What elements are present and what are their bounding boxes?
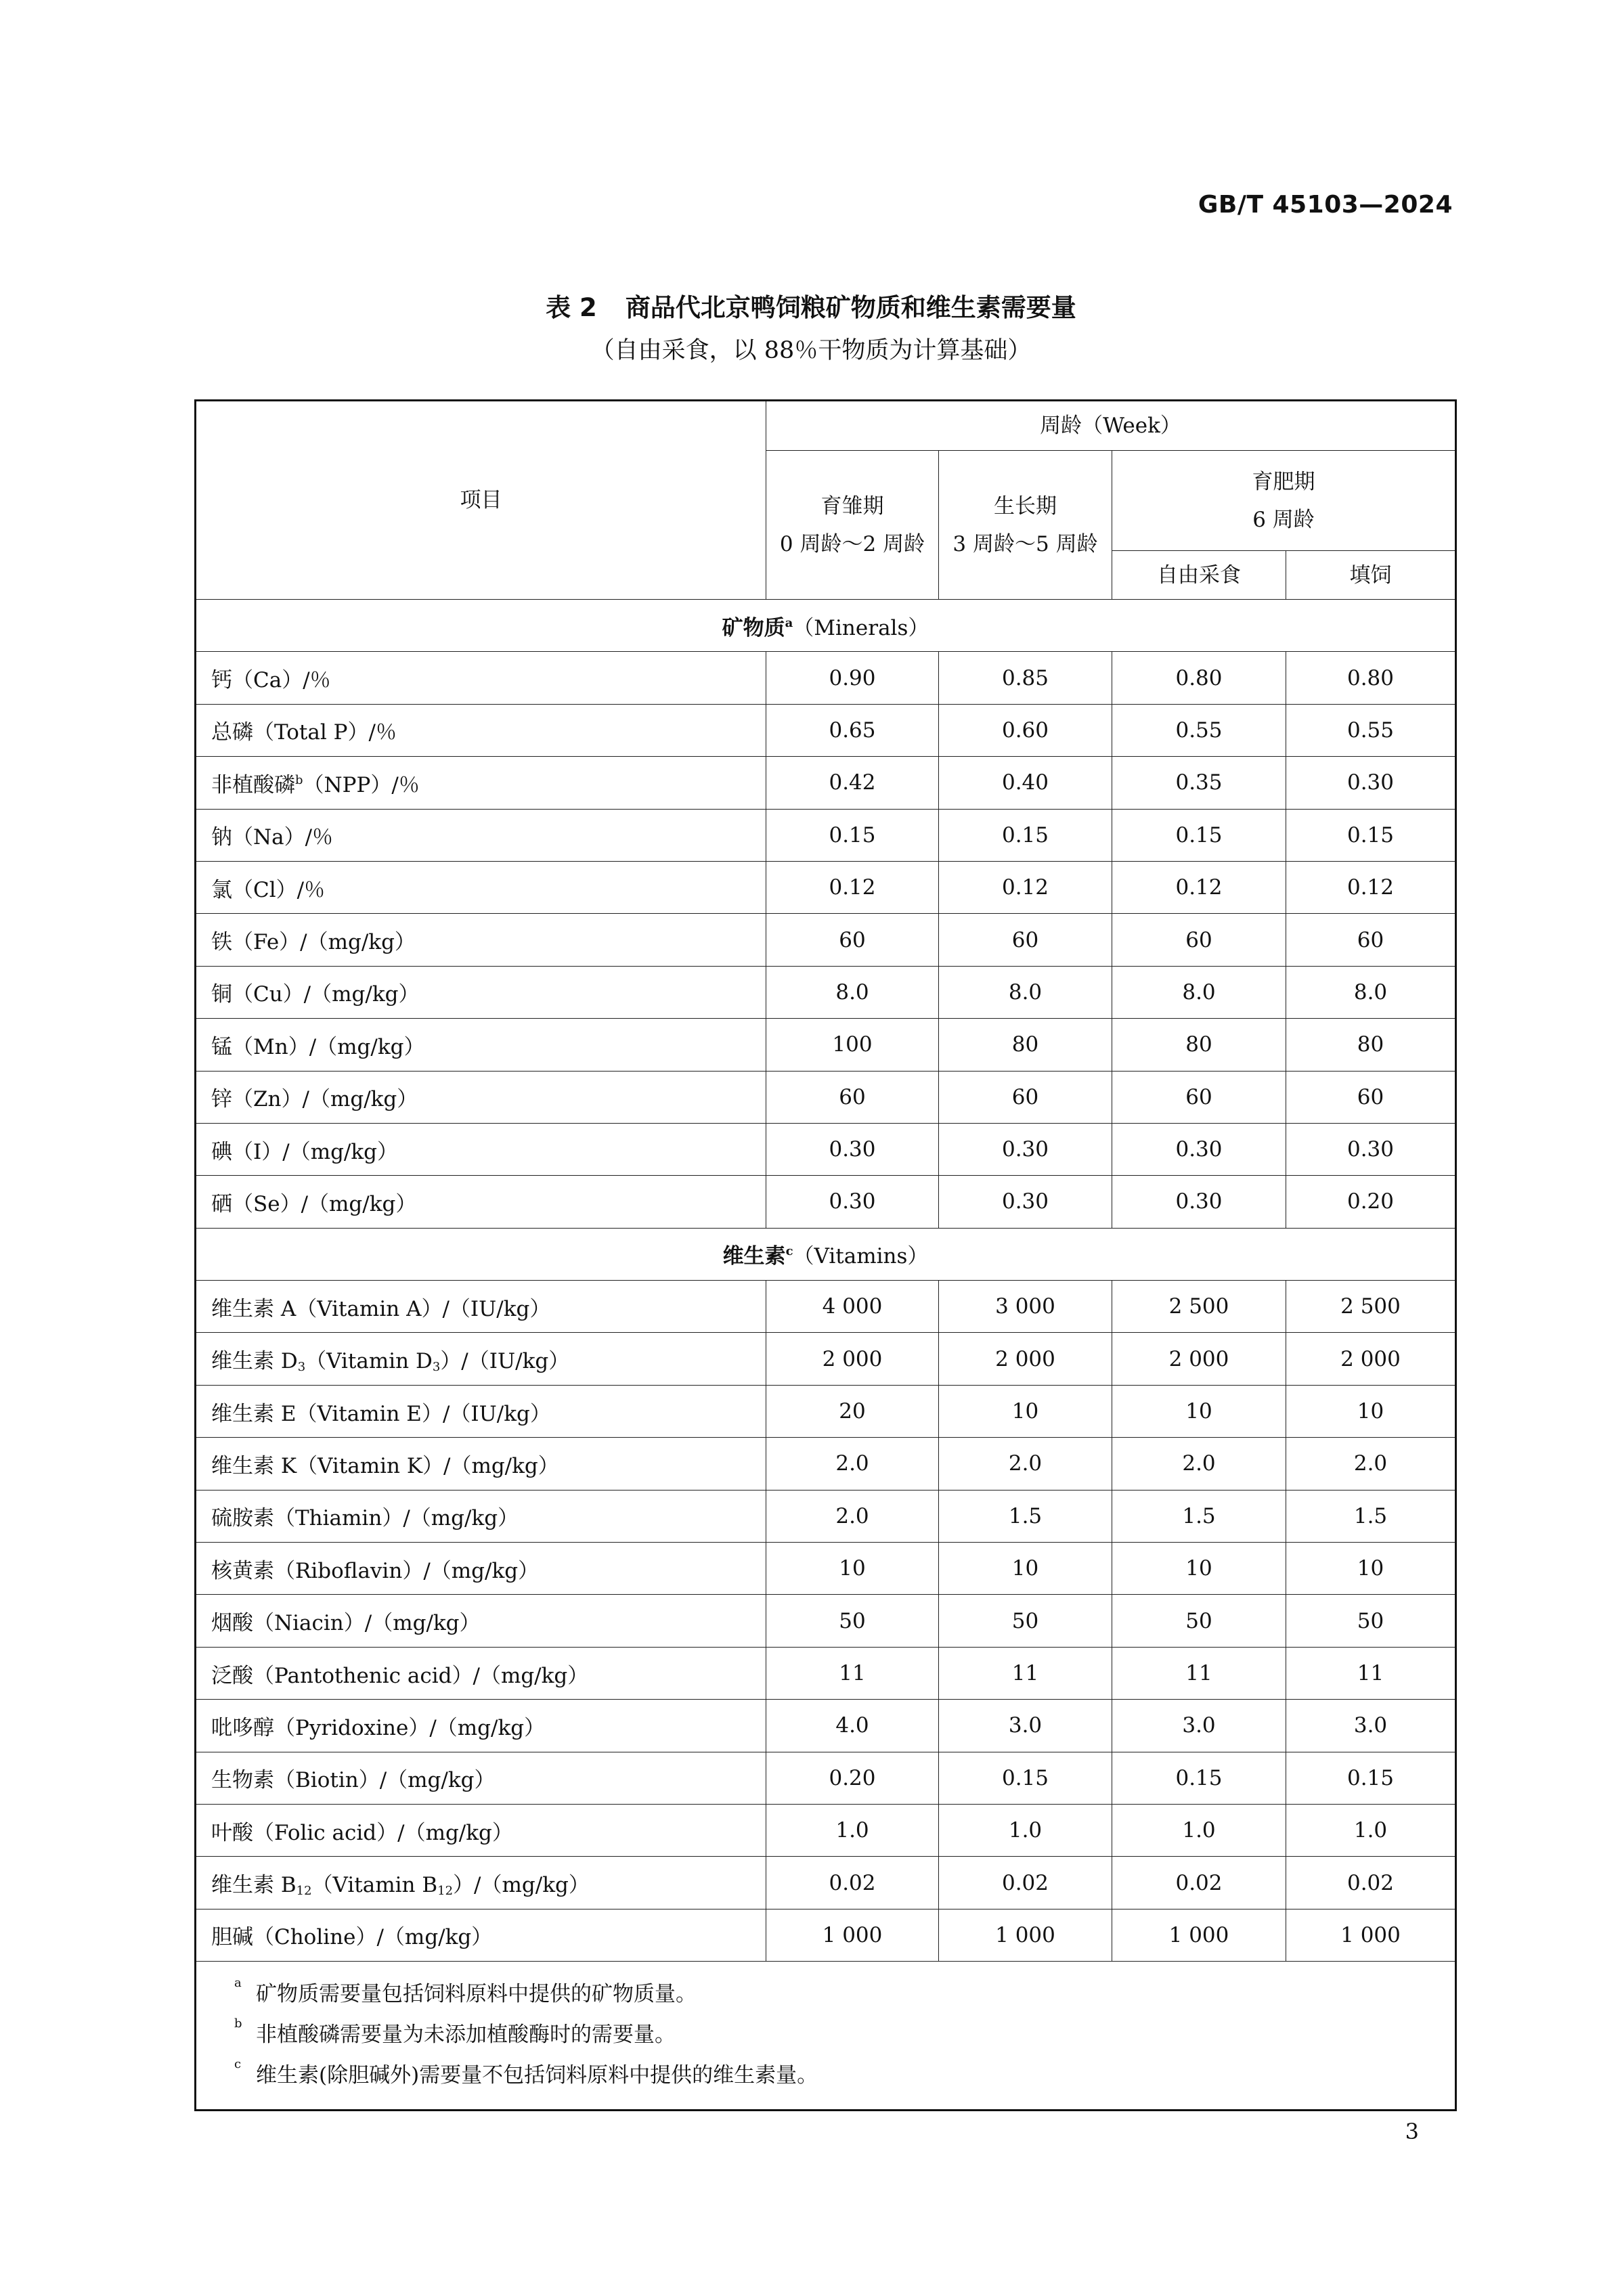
row-value: 1 000: [1112, 1909, 1286, 1961]
row-value: 4 000: [766, 1281, 939, 1333]
row-value: 8.0: [1112, 966, 1286, 1018]
table-label: 表 2: [546, 293, 597, 322]
row-item: 铜（Cu）/（mg/kg）: [196, 966, 766, 1018]
header-brooding-age: 0 周龄～2 周龄: [779, 531, 925, 556]
row-value: 11: [1286, 1647, 1456, 1699]
header-growing-age: 3 周龄～5 周龄: [952, 531, 1098, 556]
requirements-table: [194, 399, 1457, 2111]
row-value: 4.0: [766, 1700, 939, 1752]
header-finishing-name: 育肥期: [1252, 469, 1315, 494]
row-value: 60: [1112, 914, 1286, 966]
table-row: [196, 1857, 1456, 1909]
footnote-text: 矿物质需要量包括饲料原料中提供的矿物质量。: [256, 1982, 697, 2007]
table-row: [196, 1752, 1456, 1804]
row-value: 8.0: [939, 966, 1112, 1018]
footnote-mark: c: [785, 1244, 793, 1259]
row-value: 2.0: [1112, 1438, 1286, 1490]
row-item: 叶酸（Folic acid）/（mg/kg）: [196, 1804, 766, 1856]
row-value: 80: [939, 1019, 1112, 1071]
row-item-text: 非植酸磷: [211, 772, 295, 797]
row-item: 氯（Cl）/％: [196, 861, 766, 913]
page-number: 3: [1405, 2119, 1419, 2144]
row-value: 0.80: [1112, 652, 1286, 704]
row-value: 50: [1112, 1595, 1286, 1647]
row-value: 3.0: [1286, 1700, 1456, 1752]
row-value: 3.0: [939, 1700, 1112, 1752]
row-value: 80: [1112, 1019, 1286, 1071]
table-row: [196, 704, 1456, 756]
row-value: 1.0: [766, 1804, 939, 1856]
row-value: 0.60: [939, 704, 1112, 756]
row-value: 60: [939, 914, 1112, 966]
row-value: 0.15: [1112, 1752, 1286, 1804]
section-vitamins: [196, 1228, 1456, 1280]
subscript: 3: [432, 1360, 441, 1375]
row-value: 0.02: [1286, 1857, 1456, 1909]
row-value: 2 000: [1286, 1333, 1456, 1385]
table-title: [0, 287, 1622, 324]
row-value: 50: [939, 1595, 1112, 1647]
table-row: [196, 1438, 1456, 1490]
header-week-group: 周龄（Week）: [766, 401, 1456, 451]
row-value: 3 000: [939, 1281, 1112, 1333]
row-value: 0.30: [1112, 1123, 1286, 1175]
row-value: 11: [1112, 1647, 1286, 1699]
row-value: 0.85: [939, 652, 1112, 704]
row-value: 0.15: [766, 809, 939, 861]
row-value: 2 500: [1286, 1281, 1456, 1333]
row-value: 10: [939, 1543, 1112, 1595]
row-value: 0.15: [939, 809, 1112, 861]
row-value: 1 000: [766, 1909, 939, 1961]
row-value: 2.0: [1286, 1438, 1456, 1490]
row-value: 0.15: [939, 1752, 1112, 1804]
row-item-text: （Vitamin B: [311, 1873, 438, 1898]
row-item: 总磷（Total P）/％: [196, 704, 766, 756]
row-value: 0.65: [766, 704, 939, 756]
header-brooding: [766, 451, 939, 600]
row-item: 烟酸（Niacin）/（mg/kg）: [196, 1595, 766, 1647]
row-value: 10: [939, 1385, 1112, 1437]
footnote-mark: a: [785, 615, 793, 630]
row-item: 维生素 K（Vitamin K）/（mg/kg）: [196, 1438, 766, 1490]
row-value: 0.30: [766, 1176, 939, 1228]
table-row: [196, 861, 1456, 913]
subscript: 12: [437, 1884, 454, 1899]
row-value: 0.55: [1286, 704, 1456, 756]
row-value: 1 000: [939, 1909, 1112, 1961]
row-value: 0.02: [939, 1857, 1112, 1909]
row-value: 8.0: [1286, 966, 1456, 1018]
row-value: 0.55: [1112, 704, 1286, 756]
row-value: 0.40: [939, 757, 1112, 809]
footnote-text: 非植酸磷需要量为未添加植酸酶时的需要量。: [256, 2023, 676, 2048]
row-item: [196, 1333, 766, 1385]
row-value: 20: [766, 1385, 939, 1437]
row-value: 0.90: [766, 652, 939, 704]
row-value: 10: [766, 1543, 939, 1595]
row-value: 1.5: [939, 1490, 1112, 1542]
row-item: 胆碱（Choline）/（mg/kg）: [196, 1909, 766, 1961]
row-value: 2 000: [766, 1333, 939, 1385]
row-value: 1.5: [1286, 1490, 1456, 1542]
row-item: 钙（Ca）/％: [196, 652, 766, 704]
footnote: b 非植酸磷需要量为未添加植酸酶时的需要量。: [234, 2016, 676, 2048]
row-value: 10: [1286, 1385, 1456, 1437]
table-row: [196, 652, 1456, 704]
row-item: 碘（I）/（mg/kg）: [196, 1123, 766, 1175]
table-subtitle: （自由采食，以 88％干物质为计算基础）: [590, 337, 1032, 364]
section-vitamins-label: 维生素: [722, 1244, 786, 1269]
table-row: [196, 1333, 1456, 1385]
header-force-feeding: 填饲: [1286, 551, 1456, 600]
table-row: [196, 1647, 1456, 1699]
footnote-mark: b: [295, 772, 303, 787]
section-vitamins-en: （Vitamins）: [793, 1244, 929, 1269]
table-row: [196, 757, 1456, 809]
header-finishing: [1112, 451, 1456, 551]
row-item: 维生素 A（Vitamin A）/（IU/kg）: [196, 1281, 766, 1333]
row-value: 0.20: [766, 1752, 939, 1804]
header-item: 项目: [196, 401, 766, 600]
row-value: 2.0: [766, 1490, 939, 1542]
row-value: 0.02: [1112, 1857, 1286, 1909]
table-row: [196, 1176, 1456, 1228]
subscript: 12: [296, 1884, 312, 1899]
table-row: [196, 1019, 1456, 1071]
row-value: 60: [766, 914, 939, 966]
table-footnotes: [196, 1962, 1456, 2111]
row-value: 10: [1112, 1543, 1286, 1595]
table-row: [196, 809, 1456, 861]
table-row: [196, 1595, 1456, 1647]
row-value: 60: [939, 1071, 1112, 1123]
row-value: 0.12: [1112, 861, 1286, 913]
row-value: 0.20: [1286, 1176, 1456, 1228]
row-item: [196, 1857, 766, 1909]
row-item: 核黄素（Riboflavin）/（mg/kg）: [196, 1543, 766, 1595]
row-item: 铁（Fe）/（mg/kg）: [196, 914, 766, 966]
header-brooding-name: 育雏期: [820, 493, 884, 518]
row-value: 1.0: [1286, 1804, 1456, 1856]
row-value: 2 000: [939, 1333, 1112, 1385]
table-row: [196, 1281, 1456, 1333]
section-minerals-en: （Minerals）: [793, 615, 929, 640]
row-value: 2 500: [1112, 1281, 1286, 1333]
table-row: [196, 1909, 1456, 1961]
footnote: c 维生素(除胆碱外)需要量不包括饲料原料中提供的维生素量。: [234, 2057, 818, 2088]
row-item: 吡哆醇（Pyridoxine）/（mg/kg）: [196, 1700, 766, 1752]
row-value: 60: [1286, 914, 1456, 966]
row-value: 0.15: [1286, 1752, 1456, 1804]
subscript: 3: [297, 1360, 306, 1375]
row-value: 1 000: [1286, 1909, 1456, 1961]
row-item-text: 维生素 B: [211, 1873, 297, 1898]
row-value: 0.12: [766, 861, 939, 913]
row-item: 硒（Se）/（mg/kg）: [196, 1176, 766, 1228]
row-value: 0.12: [939, 861, 1112, 913]
row-value: 8.0: [766, 966, 939, 1018]
standard-code: GB/T 45103—2024: [1198, 191, 1453, 219]
row-item-text: （Vitamin D: [305, 1349, 433, 1374]
header-growing: [939, 451, 1112, 600]
row-item-text: ）/（mg/kg）: [453, 1873, 590, 1898]
row-item: 维生素 E（Vitamin E）/（IU/kg）: [196, 1385, 766, 1437]
row-value: 0.30: [939, 1123, 1112, 1175]
row-item: 硫胺素（Thiamin）/（mg/kg）: [196, 1490, 766, 1542]
row-value: 100: [766, 1019, 939, 1071]
row-value: 0.30: [1112, 1176, 1286, 1228]
row-value: 0.30: [939, 1176, 1112, 1228]
table-row: [196, 1543, 1456, 1595]
table-row: [196, 1804, 1456, 1856]
header-growing-name: 生长期: [994, 493, 1057, 518]
table-title-text: 商品代北京鸭饲粮矿物质和维生素需要量: [625, 293, 1076, 322]
row-value: 10: [1112, 1385, 1286, 1437]
row-value: 0.30: [766, 1123, 939, 1175]
row-value: 3.0: [1112, 1700, 1286, 1752]
footnote: a 矿物质需要量包括饲料原料中提供的矿物质量。: [234, 1976, 697, 2007]
row-value: 80: [1286, 1019, 1456, 1071]
table-row: [196, 1071, 1456, 1123]
row-value: 0.80: [1286, 652, 1456, 704]
row-value: 0.12: [1286, 861, 1456, 913]
row-value: 0.02: [766, 1857, 939, 1909]
row-item-text: （NPP）/％: [303, 772, 420, 797]
row-item: 泛酸（Pantothenic acid）/（mg/kg）: [196, 1647, 766, 1699]
row-item: 生物素（Biotin）/（mg/kg）: [196, 1752, 766, 1804]
table-row: [196, 1700, 1456, 1752]
table-row: [196, 1123, 1456, 1175]
row-value: 2.0: [939, 1438, 1112, 1490]
row-value: 2 000: [1112, 1333, 1286, 1385]
row-value: 10: [1286, 1543, 1456, 1595]
row-item: [196, 757, 766, 809]
header-finishing-age: 6 周龄: [1252, 507, 1315, 532]
row-value: 60: [1112, 1071, 1286, 1123]
row-value: 11: [939, 1647, 1112, 1699]
section-minerals-label: 矿物质: [722, 615, 785, 640]
row-value: 0.35: [1112, 757, 1286, 809]
row-value: 1.5: [1112, 1490, 1286, 1542]
row-value: 2.0: [766, 1438, 939, 1490]
row-item: 锌（Zn）/（mg/kg）: [196, 1071, 766, 1123]
row-value: 50: [766, 1595, 939, 1647]
row-value: 0.42: [766, 757, 939, 809]
row-value: 0.30: [1286, 757, 1456, 809]
row-item-text: 维生素 D: [211, 1349, 298, 1374]
row-value: 11: [766, 1647, 939, 1699]
table-row: [196, 1385, 1456, 1437]
row-value: 0.15: [1286, 809, 1456, 861]
header-free-feeding: 自由采食: [1112, 551, 1286, 600]
table-row: [196, 1490, 1456, 1542]
row-value: 60: [1286, 1071, 1456, 1123]
row-item: 钠（Na）/％: [196, 809, 766, 861]
row-value: 50: [1286, 1595, 1456, 1647]
table-row: [196, 966, 1456, 1018]
row-value: 1.0: [939, 1804, 1112, 1856]
row-item-text: ）/（IU/kg）: [440, 1349, 570, 1374]
row-value: 0.15: [1112, 809, 1286, 861]
row-value: 1.0: [1112, 1804, 1286, 1856]
footnote-text: 维生素(除胆碱外)需要量不包括饲料原料中提供的维生素量。: [256, 2063, 818, 2088]
row-value: 60: [766, 1071, 939, 1123]
row-item: 锰（Mn）/（mg/kg）: [196, 1019, 766, 1071]
section-minerals: [196, 600, 1456, 652]
table-row: [196, 914, 1456, 966]
row-value: 0.30: [1286, 1123, 1456, 1175]
